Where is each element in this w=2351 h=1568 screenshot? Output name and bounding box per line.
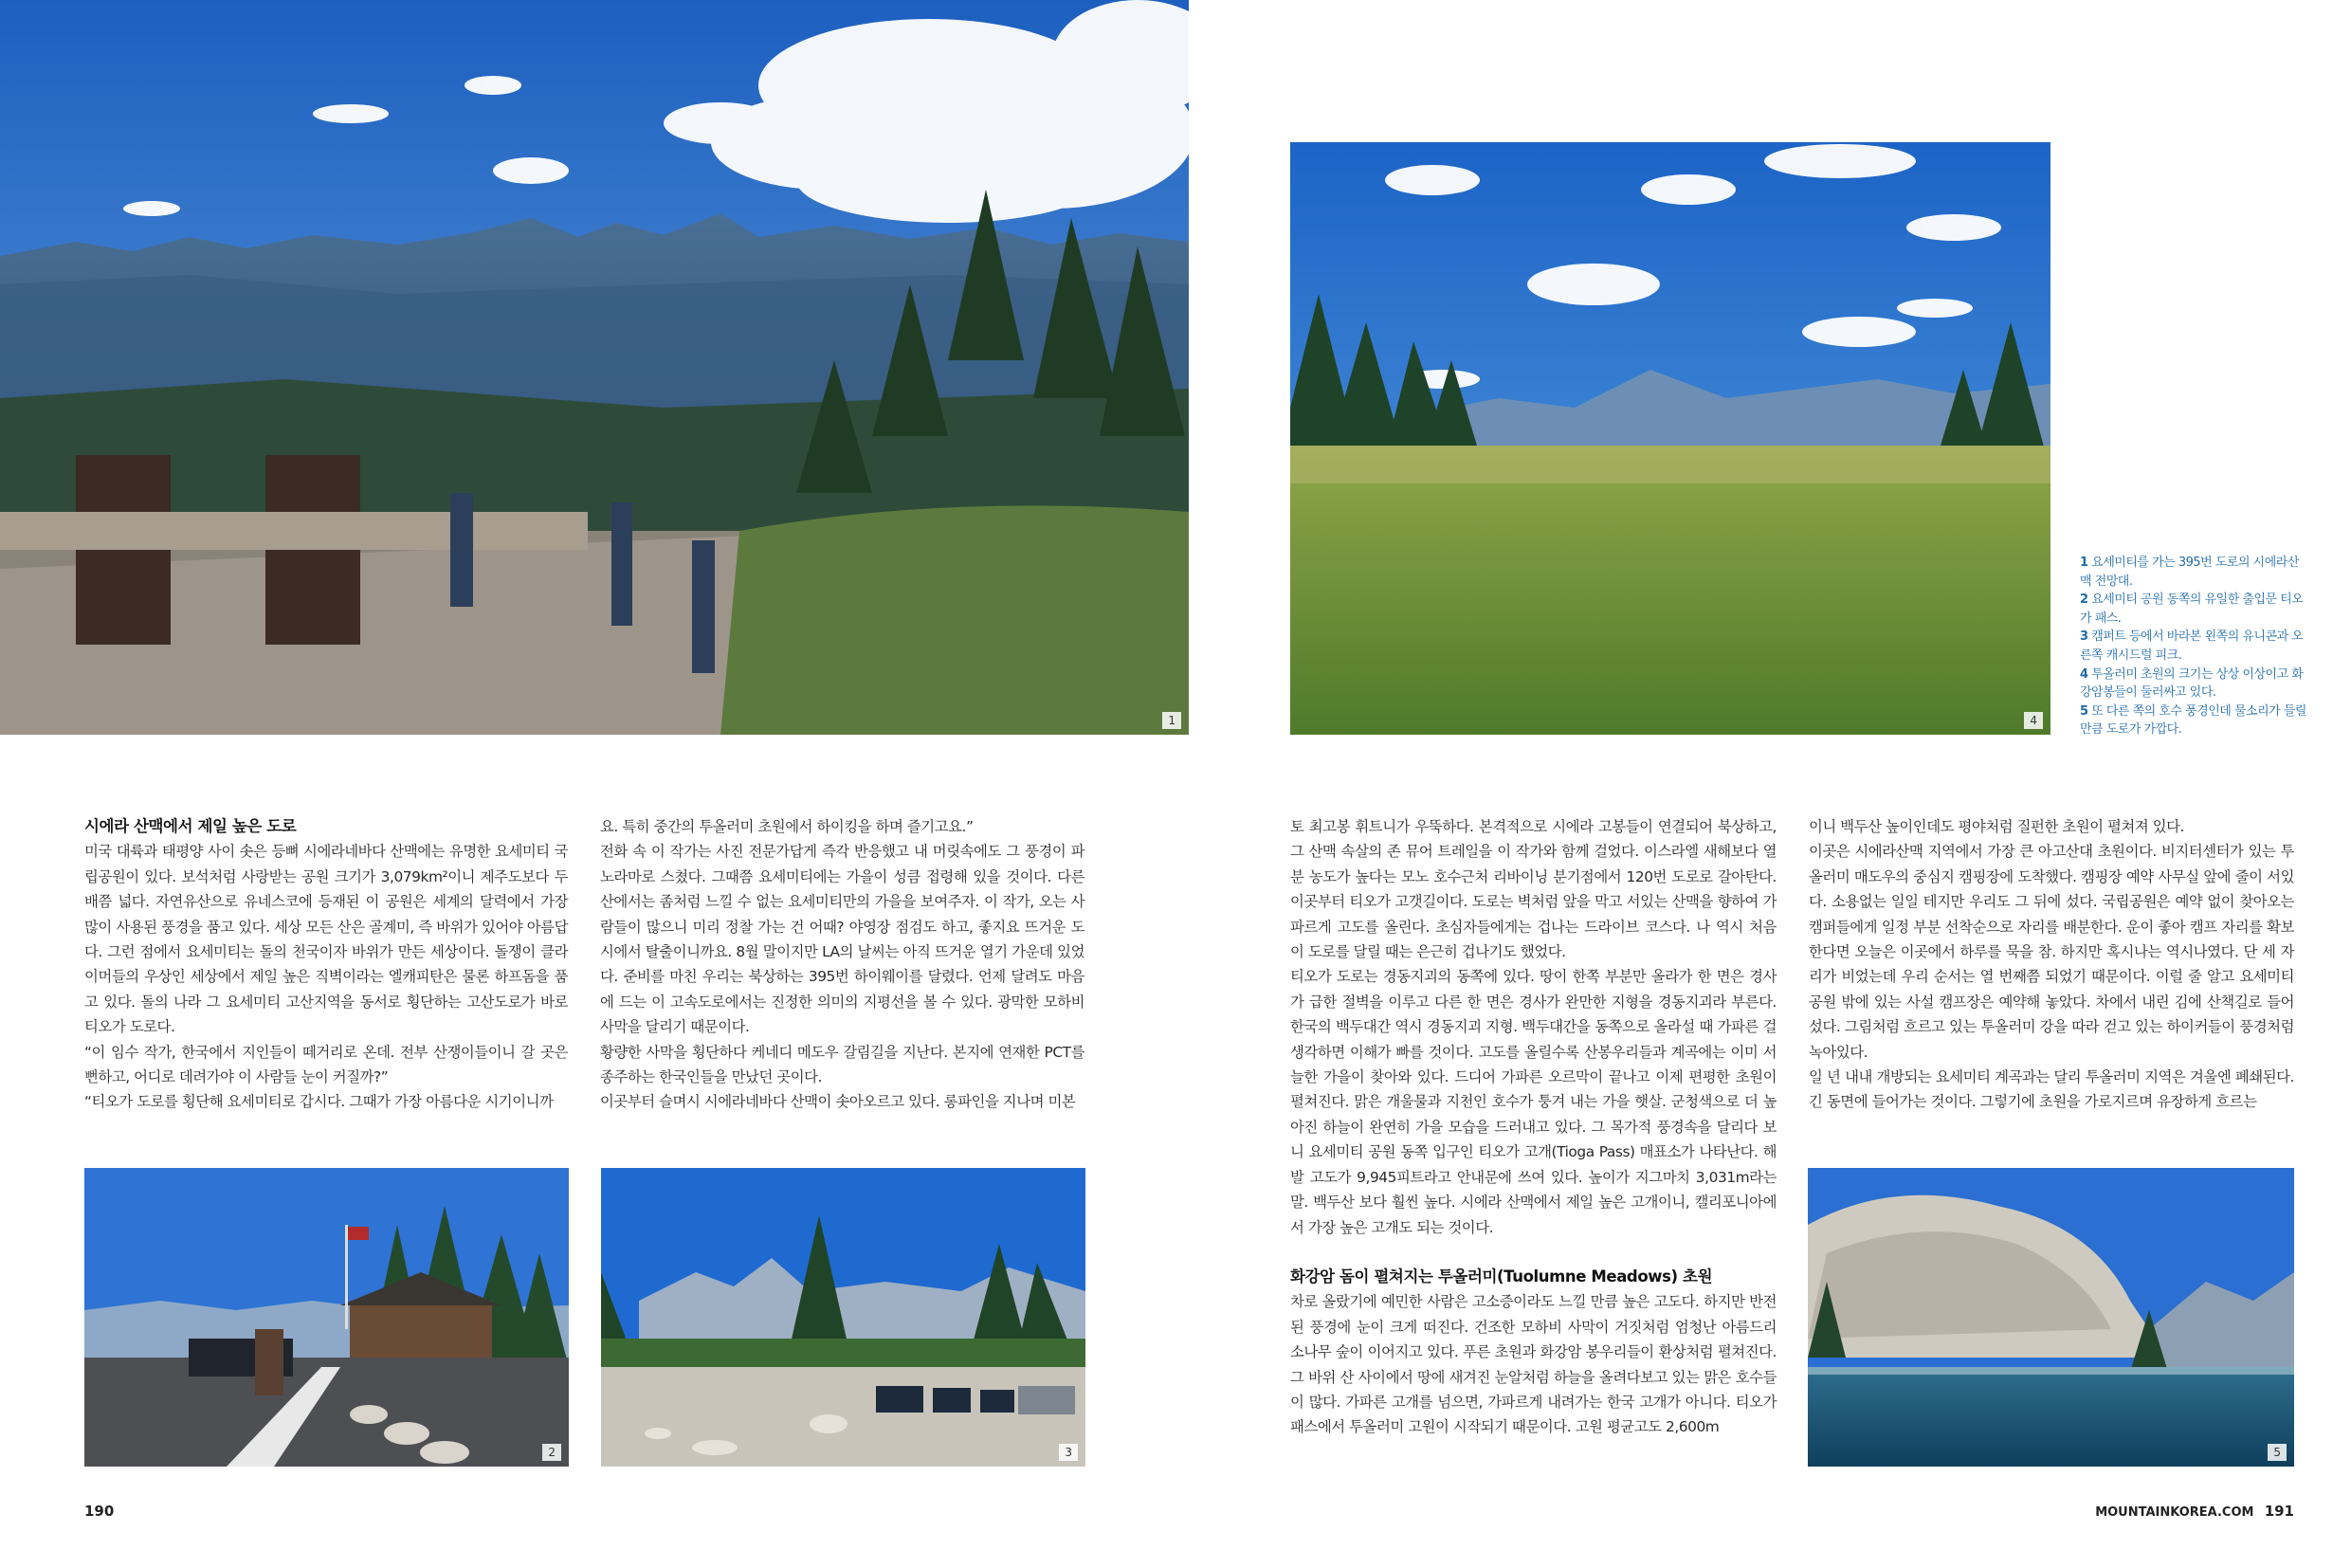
photo-number: 3 (1059, 1444, 1078, 1461)
page-footer-right (2095, 1503, 2294, 1520)
text-column-3 (1290, 814, 1777, 1440)
caption-item: 4 투올러미 초원의 크기는 상상 이상이고 화강암봉들이 둘러싸고 있다. (2080, 666, 2304, 701)
page-number-right: 191 (2264, 1503, 2294, 1520)
photo-1-mountain-overlook (0, 0, 1189, 735)
paragraph: 황량한 사막을 횡단하다 케네디 메도우 갈림길을 지난다. 본지에 연재한 PCT를 종주하는 한국인들을 만났던 곳이다. (600, 1043, 1084, 1086)
photo-2-tioga-pass-entrance (84, 1168, 569, 1467)
paragraph: 이니 백두산 높이인데도 평야처럼 질펀한 초원이 펼쳐져 있다. (1809, 818, 2184, 835)
page-number-left: 190 (84, 1503, 115, 1520)
photo-5-granite-lake (1808, 1168, 2294, 1467)
photo-number: 5 (2268, 1444, 2287, 1461)
paragraph: 미국 대륙과 태평양 사이 솟은 등뼈 시에라네바다 산맥에는 유명한 요세미티 국립공원이 있다. 보석처럼 사랑받는 공원 크기가 3,079km²이니 제주도보다 두 배쯤 넓다. 자연유산으로 유네스코에 등재된 이 공원은 세계의 달력에서 가장 많이 사용된 풍경을 품고 있다. 세상 모든 산은 골계미, 즉 바위가 있어야 아름답다. 그런 점에서 요세미티는 돌의 천국이자 바위가 만든 세상이다. 돌쟁이 클라이머들의 우상인 세상에서 제일 높은 직벽이라는 엘캐피탄은 물론 하프돔을 품고 있다. 돌의 나라 그 요세미티 고산지역을 동서로 횡단하는 고산도로가 바로 티오가 도로다. (84, 843, 568, 1036)
caption-item: 5 또 다른 쪽의 호수 풍경인데 물소리가 들릴 만큼 도로가 가깝다. (2080, 703, 2306, 738)
caption-item: 3 캠퍼트 등에서 바라본 왼쪽의 유니콘과 오른쪽 캐시드럴 피크. (2080, 629, 2304, 663)
photo-number: 2 (542, 1444, 561, 1461)
paragraph: “이 임수 작가, 한국에서 지인들이 떼거리로 온데. 전부 산쟁이들이니 갈 곳은 뻔하고, 어디로 데려가야 이 사람들 눈이 커질까?” (84, 1043, 568, 1086)
paragraph: 전화 속 이 작가는 사진 전문가답게 즉각 반응했고 내 머릿속에도 그 풍경이 파노라마로 스쳤다. 그때쯤 요세미티에는 가을이 성큼 접령해 있을 것이다. 다른 산에서는 좀처럼 느낄 수 없는 요세미티만의 가을을 보여주자. 이 작가, 오는 사람들이 많으니 미리 정찰 가는 건 어때? 야영장 점검도 하고, 좋지요 뜨거운 도시에서 탈출이니까요. 8월 말이지만 LA의 날씨는 아직 뜨거운 열기 가운데 있었다. 준비를 마친 우리는 북상하는 395번 하이웨이를 달렸다. 언제 달려도 마음에 드는 이 고속도로에서는 진정한 의미의 지평선을 볼 수 있다. 광막한 모하비 사막을 달리기 때문이다. (600, 843, 1084, 1036)
paragraph: 이곳은 시에라산맥 지역에서 가장 큰 아고산대 초원이다. 비지터센터가 있는 투올러미 매도우의 중심지 캠핑장에 도착했다. 캠핑장 예약 사무실 앞에 줄이 서있다. 소용없는 일일 테지만 우리도 그 뒤에 섰다. 국립공원은 예약 없이 찾아오는 캠퍼들에게 일정 부분 선착순으로 자리를 배분한다. 운이 좋아 캠프 자리를 확보한다면 오늘은 이곳에서 하루를 묵을 참. 하지만 혹시나는 역시나였다. 단 세 자리가 비었는데 우리 순서는 열 번째쯤 되었기 때문이다. 이럴 줄 알고 요세미티 공원 밖에 있는 사설 캠프장은 예약해 놓았다. 차에서 내린 김에 산책길로 들어섰다. 그림처럼 흐르고 있는 투올러미 강을 따라 걷고 있는 하이커들이 풍경처럼 녹아있다. (1809, 843, 2294, 1061)
section-heading: 시에라 산맥에서 제일 높은 도로 (84, 817, 297, 835)
text-column-1 (84, 814, 568, 1115)
photo-4-tuolumne-meadow (1290, 142, 2050, 735)
text-column-4 (1809, 814, 2294, 1115)
photo-number: 4 (2024, 712, 2043, 729)
paragraph: “티오가 도로를 횡단해 요세미티로 갑시다. 그때가 가장 아름다운 시기이니까 (84, 1093, 554, 1111)
paragraph: 일 년 내내 개방되는 요세미티 계곡과는 달리 투올러미 지역은 겨울엔 폐쇄된다. 긴 동면에 들어가는 것이다. 그렇기에 초원을 가로지르며 유장하게 흐르는 (1809, 1068, 2294, 1111)
paragraph: 토 최고봉 휘트니가 우뚝하다. 본격적으로 시에라 고봉들이 연결되어 북상하고, 그 산맥 속살의 존 뮤어 트레일을 이 작가와 함께 걸었다. 이스라엘 새해보다 열분 농도가 높다는 모노 호수근처 리바이닝 분기점에서 120번 도로로 갈아탄다. 이곳부터 티오가 고갯길이다. 도로는 벽처럼 앞을 막고 서있는 산맥을 향하여 가파르게 고도를 올린다. 초심자들에게는 겁나는 드라이브 코스다. 나 역시 처음 이 도로를 달릴 때는 은근히 겁나기도 했었다. (1290, 818, 1777, 961)
photo-captions (2080, 554, 2307, 739)
paragraph: 차로 올랐기에 예민한 사람은 고소증이라도 느낄 만큼 높은 고도다. 하지만 반전된 풍경에 눈이 크게 떠진다. 건조한 모하비 사막이 거짓처럼 엄청난 아름드리 소나무 숲이 이어지고 있다. 푸른 초원과 화강암 봉우리들이 환상처럼 펼쳐진다. 그 바위 산 사이에서 땅에 새겨진 눈알처럼 하늘을 올려다보고 있는 맑은 호수들이 많다. 가파른 고개를 넘으면, 가파르게 내려가는 한국 고개가 아니다. 티오가 패스에서 투올러미 고원이 시작되기 때문이다. 고원 평균고도 2,600m (1290, 1293, 1777, 1436)
paragraph: 요. 특히 중간의 투올러미 초원에서 하이킹을 하며 즐기고요.” (600, 818, 974, 835)
text-column-2 (600, 814, 1084, 1115)
caption-item: 2 요세미티 공원 동쪽의 유일한 출입문 티오가 패스. (2080, 593, 2304, 626)
caption-item: 1 요세미티를 가는 395번 도로의 시에라산맥 전망대. (2080, 556, 2299, 589)
site-name: MOUNTAINKOREA.COM (2095, 1505, 2254, 1520)
section-heading: 화강암 돔이 펼쳐지는 투올러미(Tuolumne Meadows) 초원 (1290, 1267, 1713, 1285)
photo-number: 1 (1162, 712, 1181, 729)
paragraph: 티오가 도로는 경동지괴의 동쪽에 있다. 땅이 한쪽 부분만 올라가 한 면은 경사가 급한 절벽을 이루고 다른 한 면은 경사가 완만한 지형을 경동지괴라 부른다. 한국의 백두대간 역시 경동지괴 지형. 백두대간을 동쪽으로 올라설 때 가파른 걸 생각하면 이해가 빠를 것이다. 고도를 올릴수록 산봉우리들과 계곡에는 이미 서늘한 가을이 찾아와 있다. 드디어 가파른 오르막이 끝나고 이제 편평한 초원이 펼쳐진다. 맑은 개울물과 지천인 호수가 퉁겨 내는 가을 햇살. 군청색으로 더 높아진 하늘이 완연히 가을 모습을 드러내고 있다. 그 목가적 풍경속을 달리다 보니 요세미티 공원 동쪽 입구인 티오가 고개(Tioga Pass) 매표소가 나타난다. 해발 고도가 9,945피트라고 안내문에 쓰여 있다. 높이가 지그마치 3,031m라는 말. 백두산 보다 훨씬 높다. 시에라 산맥에서 제일 높은 고개이니, 캘리포니아에서 가장 높은 고개도 되는 것이다. (1290, 968, 1777, 1236)
photo-3-parking-lot-peaks (601, 1168, 1085, 1467)
paragraph: 이곳부터 슬며시 시에라네바다 산맥이 솟아오르고 있다. 롱파인을 지나며 미본 (600, 1093, 1076, 1111)
